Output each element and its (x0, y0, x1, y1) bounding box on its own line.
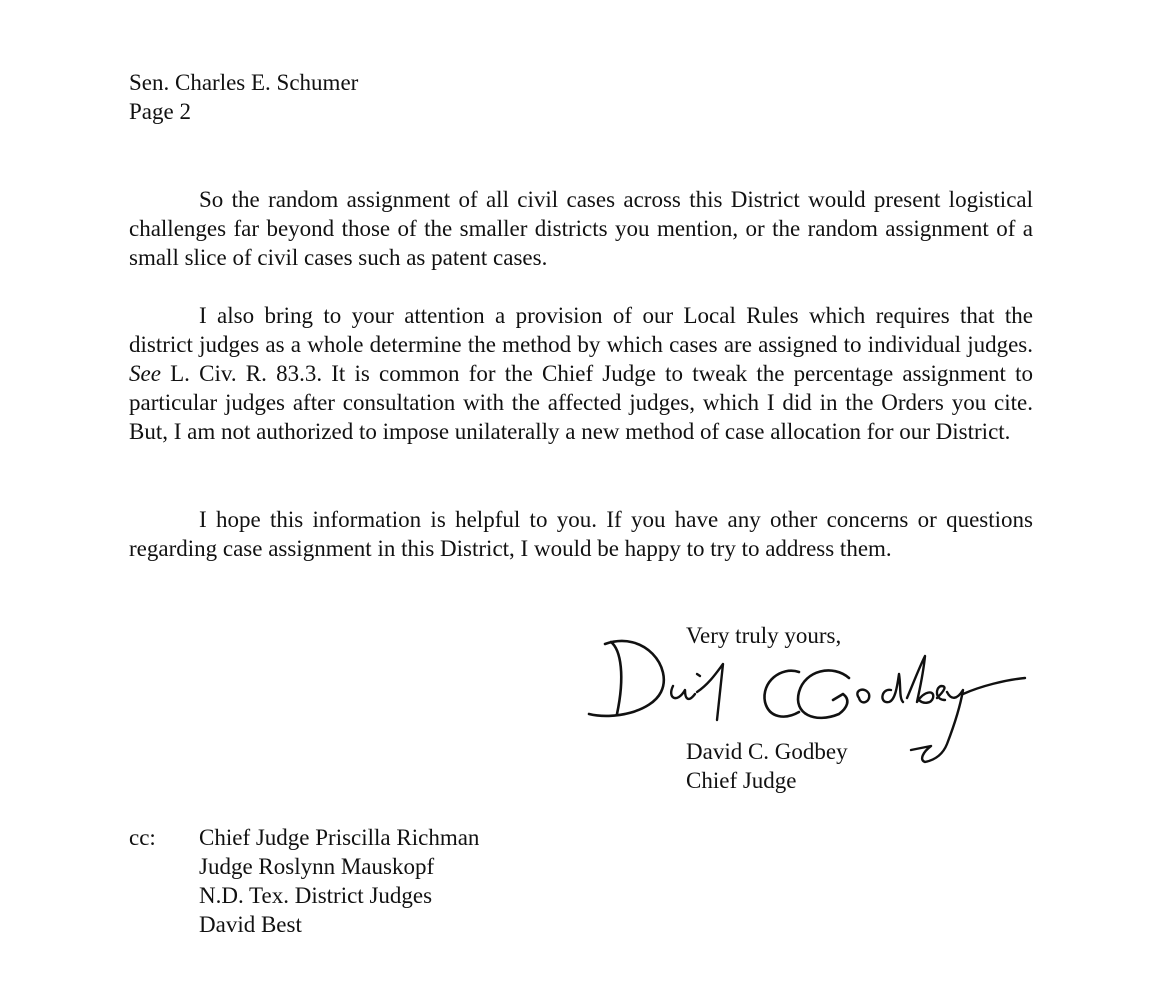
recipient-line: Sen. Charles E. Schumer (129, 70, 359, 95)
cc-recipient: Chief Judge Priscilla Richman (199, 825, 480, 850)
signer-block (686, 737, 848, 795)
signature-stroke-o (857, 690, 869, 703)
page-number: Page 2 (129, 99, 191, 124)
paragraph-3: I hope this information is helpful to you. If you have any other concerns or questions regarding case assignment in this District, I would be happy to try to address them. (129, 507, 1033, 561)
page-header (129, 68, 358, 126)
paragraph-2-part-a: I also bring to your attention a provision of our Local Rules which requires that the district judges as a whole determine the method by which cases are assigned to individual judges. (129, 303, 1033, 357)
citation-signal: See (129, 361, 161, 386)
paragraph-2 (129, 301, 1033, 446)
signature-stroke-d2 (697, 664, 723, 720)
signature-stroke-b (907, 656, 933, 703)
signer-title: Chief Judge (686, 768, 797, 793)
signer-name: David C. Godbey (686, 739, 848, 764)
signature-stroke-e (937, 686, 945, 700)
signature-stroke-d3 (882, 674, 903, 702)
cc-recipient: David Best (199, 912, 302, 937)
cc-recipient-list (199, 823, 479, 939)
paragraph-1: So the random assignment of all civil cases across this District would present logistical challenges far beyond those of the smaller districts you mention, or the random assignment of a small slice of civil cases such as patent cases. (129, 187, 1033, 270)
cc-recipient: N.D. Tex. District Judges (199, 883, 433, 908)
signature-stroke-d (611, 642, 621, 714)
signature-stroke-d-bowl (589, 641, 664, 716)
signature-stroke-flourish (963, 678, 1025, 694)
closing-salutation: Very truly yours, (686, 623, 842, 648)
signature-stroke-i-dot (697, 674, 700, 676)
signature-stroke-a (671, 686, 695, 699)
signature-stroke-g (798, 670, 849, 717)
paragraph-2-part-b: L. Civ. R. 83.3. It is common for the Chief Judge to tweak the percentage assignment to particular judges after consultation with the affected judges, which I did in the Orders you cite. But, I am not authorized to impose unilaterally a new method of case allocation for our District. (129, 361, 1033, 444)
cc-recipient: Judge Roslynn Mauskopf (199, 854, 435, 879)
signature-stroke-c (764, 671, 799, 717)
cc-label: cc: (129, 825, 156, 850)
